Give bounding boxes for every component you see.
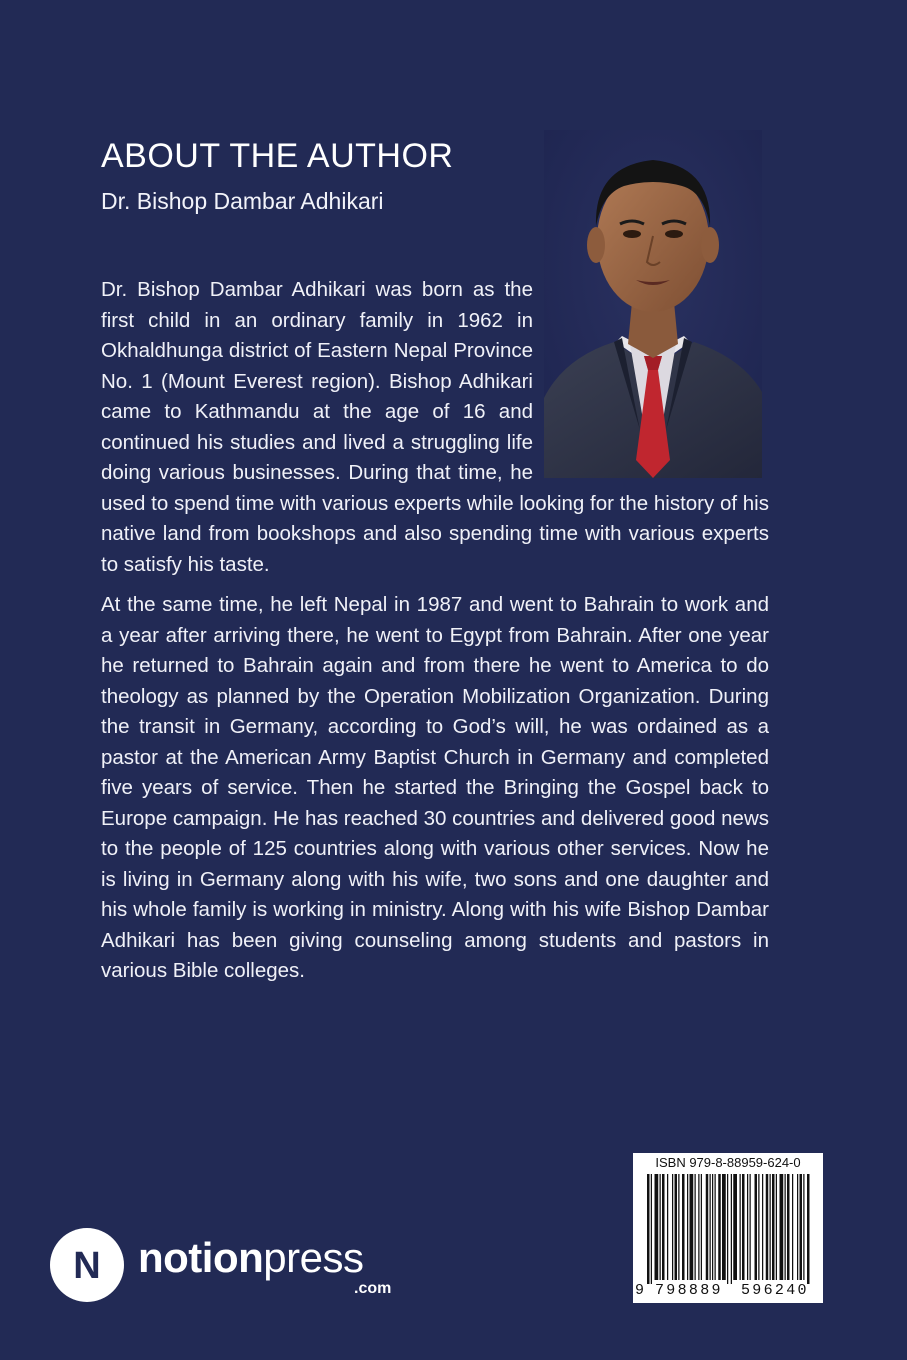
- barcode-bar: [675, 1174, 678, 1280]
- barcode-bar: [662, 1174, 665, 1280]
- barcode-bar: [667, 1174, 668, 1280]
- barcode-bar: [647, 1174, 650, 1284]
- barcode-bar: [722, 1174, 726, 1280]
- barcode-digit-lead: 9: [635, 1282, 645, 1299]
- barcode-bar: [651, 1174, 652, 1284]
- barcode-bar: [770, 1174, 771, 1280]
- publisher-domain: .com: [354, 1280, 392, 1297]
- publisher-name: [138, 1234, 363, 1282]
- barcode-bar: [742, 1174, 745, 1280]
- barcode-bar: [687, 1174, 688, 1280]
- barcode-bar: [682, 1174, 685, 1280]
- barcode-bar: [792, 1174, 793, 1280]
- barcode-bar: [731, 1174, 732, 1284]
- barcode-bar: [776, 1174, 777, 1280]
- barcode-bar: [800, 1174, 803, 1280]
- bio-paragraph-2: At the same time, he left Nepal in 1987 and went to Bahrain to work and a year after arriving there, he went to Egypt from Bahrain. After one year he returned to Bahrain again and from there he went to America to do theology as planned by the Operation Mobilization Organization. During the transit in Germany, according to God’s will, he was ordained as a pastor at the American Army Baptist Church in Germany and completed five years of service. Then he started the Bringing the Gospel back to Europe campaign. He has reached 30 countries and delivered good news to the people of 125 countries along with various other services. Now he is living in Germany along with his wife, two sons and one daughter and his whole family is working in ministry. Along with his wife Bishop Dambar Adhikari has been giving counseling among students and pastors in various Bible colleges.: [101, 593, 769, 982]
- barcode-bar: [807, 1174, 810, 1284]
- isbn-label: ISBN 979-8-88959-624-0: [655, 1155, 801, 1170]
- barcode-bar: [712, 1174, 713, 1280]
- barcode-bar: [710, 1174, 711, 1280]
- barcode-bar: [785, 1174, 786, 1280]
- barcode-digits-right: 596240: [741, 1282, 809, 1299]
- barcode-bar: [701, 1174, 702, 1280]
- barcode-bar: [727, 1174, 728, 1284]
- bio-paragraph-1: Dr. Bishop Dambar Adhikari was born as the first child in an ordinary family in 1962 in Okhaldhunga district of Eastern Nepal Province No. 1 (Mount Everest region). Bishop Adhikari came to Kathmandu at the age of 16 and continued his studies and lived a struggling life doing various businesses. During that time, he used to spend time with various experts while looking for the history of his native land from bookshops and also spending time with various experts to satisfy his taste.: [101, 278, 769, 576]
- barcode-bar: [740, 1174, 741, 1280]
- barcode-bar: [655, 1174, 659, 1280]
- publisher-name-light: press: [263, 1234, 364, 1281]
- isbn-barcode: [633, 1153, 823, 1303]
- barcode-bar: [695, 1174, 696, 1280]
- publisher-logo-badge: [50, 1228, 124, 1302]
- barcode-bar: [762, 1174, 763, 1280]
- barcode-bar: [787, 1174, 790, 1280]
- barcode-bar: [698, 1174, 699, 1280]
- section-heading: ABOUT THE AUTHOR: [101, 137, 454, 175]
- barcode-bar: [690, 1174, 694, 1280]
- barcode-bars: [633, 1172, 823, 1284]
- barcode-bar: [715, 1174, 716, 1280]
- logo-letter: N: [73, 1245, 101, 1287]
- barcode-bar: [718, 1174, 721, 1280]
- barcode-bar: [780, 1174, 784, 1280]
- photo-wrap-spacer: [533, 275, 769, 485]
- n-logo-icon: [50, 1228, 124, 1302]
- publisher-logo: [50, 1228, 410, 1304]
- barcode-bar: [755, 1174, 758, 1280]
- barcode-bar: [672, 1174, 673, 1280]
- barcode-digits-left: 798889: [655, 1282, 723, 1299]
- barcode-bar: [797, 1174, 798, 1280]
- barcode-bar: [750, 1174, 751, 1280]
- barcode-bar: [803, 1174, 804, 1280]
- barcode-bar: [766, 1174, 769, 1280]
- publisher-name-bold: notion: [138, 1234, 264, 1281]
- barcode-bar: [733, 1174, 737, 1280]
- barcode-bar: [678, 1174, 679, 1280]
- barcode-bar: [660, 1174, 661, 1280]
- author-bio: [101, 275, 769, 997]
- barcode-bar: [772, 1174, 775, 1280]
- barcode-bar: [758, 1174, 759, 1280]
- barcode-bar: [747, 1174, 748, 1280]
- author-name: Dr. Bishop Dambar Adhikari: [101, 188, 384, 214]
- barcode-bar: [706, 1174, 709, 1280]
